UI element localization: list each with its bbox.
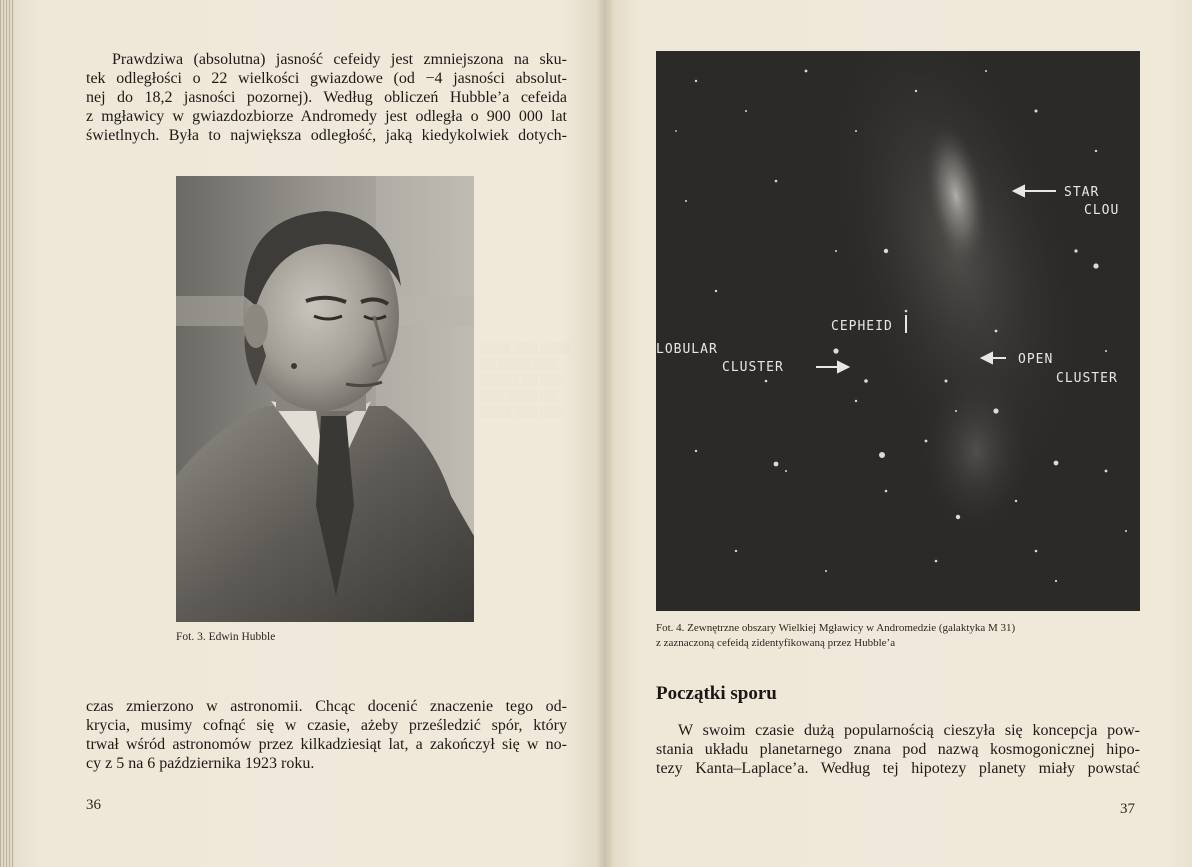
paragraph-top-line-3: nej do 18,2 jasności pozornej). Według obliczeń Hubble’a cefeida — [86, 89, 567, 106]
paragraph-top-line-5: świetlnych. Była to największa odległość, jaką kiedykolwiek dotych- — [86, 127, 567, 144]
right-page — [604, 0, 1192, 867]
galaxy-image — [656, 51, 1140, 611]
section-heading: Początki sporu — [656, 683, 777, 704]
label-globular: LOBULAR — [656, 342, 718, 357]
paragraph-bottom-line-2: krycia, musimy cofnąć się w czasie, ażeby prześledzić spór, który — [86, 717, 567, 734]
portrait-photo — [176, 176, 474, 622]
photo-caption-line-2: z zaznaczoną cefeidą zidentyfikowaną przez Hubble’a — [656, 637, 896, 649]
book-edge — [0, 0, 14, 867]
paragraph-bottom-line-4: cy z 5 na 6 października 1923 roku. — [86, 755, 315, 772]
label-cloud: CLOU — [1084, 203, 1120, 218]
photo-caption-line-1: Fot. 4. Zewnętrzne obszary Wielkiej Mgławicy w Andromedzie (galaktyka M 31) — [656, 622, 1016, 634]
show-through-text: ░░░░ ░░░ ░░░░ ░░ ░░░░ ░░░ ░░░░░ ░░ ░░░ ░░░ ░░░░ ░░ ░░░░ ░░░ ░░░ — [480, 342, 572, 418]
label-cepheid: CEPHEID — [831, 319, 893, 334]
page-number: 36 — [86, 797, 101, 813]
label-open: OPEN — [1018, 352, 1054, 367]
paragraph-bottom-line-3: trwał wśród astronomów przez kilkadziesiąt lat, a zakończył się w no- — [86, 736, 567, 753]
paragraph-line-3: tezy Kanta–Laplace’a. Według tej hipotezy planety miały powstać — [656, 760, 1140, 777]
label-star: STAR — [1064, 185, 1100, 200]
label-globular-cluster: CLUSTER — [722, 360, 784, 375]
paragraph-bottom-line-1: czas zmierzono w astronomii. Chcąc docenić znaczenie tego od- — [86, 698, 567, 715]
photo-caption: Fot. 3. Edwin Hubble — [176, 631, 276, 643]
paragraph-top-line-2: tek odległości o 22 wielkości gwiazdowe (od −4 jasności absolut- — [86, 70, 567, 87]
paragraph-top-line-4: z mgławicy w gwiazdozbiorze Andromedy jest odległa o 900 000 lat — [86, 108, 567, 125]
portrait-image — [176, 176, 474, 622]
paragraph-top-line-1: Prawdziwa (absolutna) jasność cefeidy jest zmniejszona na sku- — [112, 51, 567, 68]
galaxy-photo — [656, 51, 1140, 611]
paragraph-line-1: W swoim czasie dużą popularnością cieszyła się koncepcja pow- — [678, 722, 1140, 739]
page-number: 37 — [1120, 801, 1135, 817]
label-open-cluster: CLUSTER — [1056, 371, 1118, 386]
paragraph-line-2: stania układu planetarnego znana pod nazwą kosmogonicznej hipo- — [656, 741, 1140, 758]
